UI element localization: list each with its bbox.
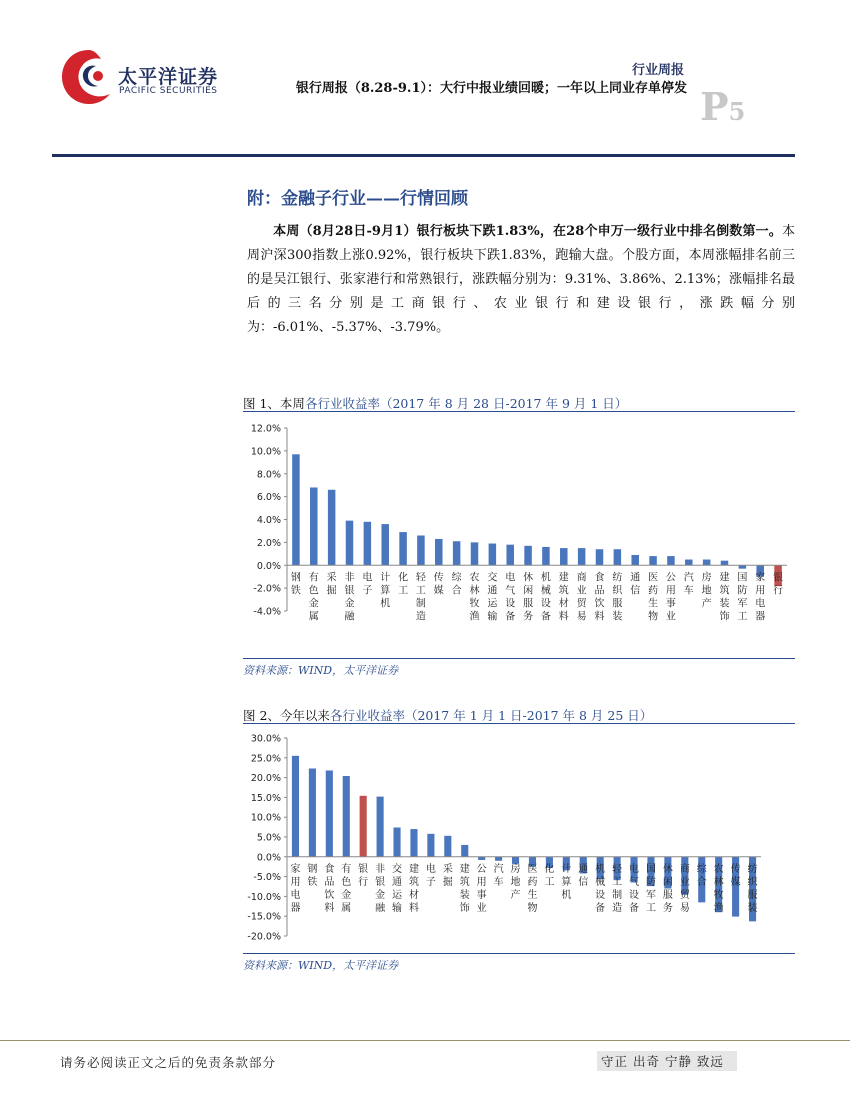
- y-tick-label: 20.0%: [250, 773, 281, 785]
- y-tick-label: -2.0%: [253, 583, 281, 595]
- x-category-label: 采掘: [326, 572, 337, 597]
- x-category-label: 休闲服务: [523, 572, 534, 623]
- bar: [377, 797, 384, 857]
- figure-2-source: 资料来源：WIND，太平洋证券: [243, 959, 399, 972]
- bar: [506, 545, 514, 566]
- figure-1-caption-prefix: 图 1、本周: [243, 396, 305, 411]
- x-category-label: 国防军工: [645, 863, 656, 914]
- figure-2-caption: [243, 706, 652, 724]
- bar: [667, 556, 675, 565]
- x-category-label: 化工: [398, 572, 409, 597]
- page-label: P: [700, 84, 729, 129]
- bar: [417, 536, 425, 566]
- figure-1-chart: [243, 415, 795, 634]
- bar: [393, 827, 400, 856]
- x-category-label: 钢铁: [307, 863, 318, 888]
- y-tick-label: 0.0%: [256, 560, 281, 572]
- x-category-label: 公用事业: [476, 863, 487, 914]
- bar: [739, 565, 747, 568]
- bar: [399, 532, 407, 565]
- bar: [346, 521, 354, 566]
- footer-rule: [0, 1040, 850, 1041]
- x-category-label: 房地产: [701, 572, 712, 610]
- y-tick-label: -20.0%: [247, 931, 281, 943]
- y-tick-label: 15.0%: [250, 792, 281, 804]
- x-category-label: 综合: [696, 863, 707, 888]
- x-category-label: 通信: [578, 863, 589, 888]
- bar: [292, 756, 299, 857]
- y-tick-label: 25.0%: [250, 753, 281, 765]
- bar: [410, 829, 417, 857]
- report-type: 行业周报: [631, 63, 684, 78]
- bar: [435, 539, 443, 565]
- x-category-label: 银行: [773, 572, 784, 597]
- x-category-label: 交通运输: [392, 863, 403, 914]
- bar: [453, 541, 461, 565]
- x-category-label: 传媒: [433, 572, 444, 597]
- x-category-label: 商业贸易: [576, 572, 587, 623]
- footer-disclaimer: 请务必阅读正文之后的免责条款部分: [60, 1055, 277, 1070]
- bar: [309, 768, 316, 856]
- bar: [631, 555, 639, 565]
- y-tick-label: 8.0%: [256, 469, 281, 481]
- x-category-label: 建筑装饰: [719, 572, 730, 623]
- x-category-label: 纺织服装: [612, 572, 623, 623]
- figure-2-bottom-rule: [243, 953, 795, 954]
- logo-emblem-icon: [58, 46, 120, 108]
- x-category-label: 食品饮料: [324, 863, 335, 914]
- x-category-label: 建筑装饰: [459, 863, 470, 914]
- footer-motto: 守正 出奇 宁静 致远: [597, 1051, 737, 1071]
- bar: [364, 522, 372, 565]
- paragraph-lead: 本周（8月28日-9月1）银行板块下跌1.83%，在28个申万一级行业中排名倒数第一。: [273, 224, 782, 239]
- x-category-label: 综合: [451, 572, 462, 597]
- page-number-value: 5: [728, 97, 746, 126]
- bar: [328, 490, 336, 565]
- bar: [560, 548, 568, 565]
- x-category-label: 有色金属: [308, 572, 319, 623]
- x-category-label: 家用电器: [290, 863, 301, 914]
- x-category-label: 农林牧渔: [713, 863, 724, 914]
- figure-2-caption-main: 各行业收益率（2017 年 1 月 1 日-2017 年 8 月 25 日）: [329, 708, 653, 723]
- x-category-label: 钢铁: [290, 572, 301, 597]
- x-category-label: 机械设备: [540, 572, 551, 623]
- figure-1-svg: [243, 415, 795, 630]
- figure-1-top-rule: [243, 411, 795, 412]
- figure-1-source: 资料来源：WIND，太平洋证券: [243, 664, 399, 677]
- x-category-label: 医药生物: [648, 572, 659, 623]
- bar: [427, 834, 434, 857]
- x-category-label: 建筑材料: [408, 863, 419, 914]
- bar: [596, 549, 604, 565]
- x-category-label: 纺织服装: [747, 863, 758, 914]
- x-category-label: 房地产: [510, 863, 521, 901]
- x-category-label: 化工: [544, 863, 555, 888]
- x-category-label: 建筑材料: [558, 572, 569, 623]
- page-number: [700, 84, 745, 129]
- x-category-label: 非银金融: [344, 572, 355, 623]
- bar: [685, 560, 693, 566]
- x-category-label: 国防军工: [737, 572, 748, 623]
- x-category-label: 交通运输: [487, 572, 498, 623]
- bar: [310, 487, 318, 565]
- x-category-label: 采掘: [442, 863, 453, 888]
- x-category-label: 食品饮料: [594, 572, 605, 623]
- y-tick-label: -10.0%: [247, 891, 281, 903]
- y-tick-label: 30.0%: [250, 733, 281, 745]
- bar: [489, 544, 497, 566]
- x-category-label: 非银金融: [375, 863, 386, 914]
- x-category-label: 电气设备: [629, 863, 640, 914]
- bar: [461, 845, 468, 857]
- x-category-label: 计算机: [561, 863, 572, 901]
- x-category-label: 计算机: [380, 572, 391, 610]
- x-category-label: 农林牧渔: [469, 572, 480, 623]
- bar: [360, 796, 367, 857]
- logo-english-name: PACIFIC SECURITIES: [119, 86, 218, 96]
- x-category-label: 电子: [362, 572, 373, 597]
- x-category-label: 通信: [630, 572, 641, 597]
- report-title: 银行周报（8.28-9.1）：大行中报业绩回暖；一年以上同业存单停发: [295, 81, 687, 96]
- y-tick-label: -4.0%: [253, 606, 281, 618]
- figure-2-svg: [243, 727, 795, 947]
- x-category-label: 电子: [425, 863, 436, 888]
- figure-1-caption: [243, 394, 627, 412]
- bar: [524, 546, 532, 565]
- x-category-label: 家用电器: [755, 572, 766, 623]
- y-tick-label: 10.0%: [250, 446, 281, 458]
- x-category-label: 休闲服务: [662, 863, 673, 914]
- y-tick-label: 0.0%: [256, 852, 281, 864]
- bar: [578, 548, 586, 565]
- bar: [471, 542, 479, 565]
- section-title: 附：金融子行业——行情回顾: [247, 189, 468, 209]
- bar: [542, 547, 550, 565]
- header-rule: [52, 154, 795, 157]
- y-tick-label: 10.0%: [250, 812, 281, 824]
- x-category-label: 机械设备: [595, 863, 606, 914]
- figure-1-bottom-rule: [243, 658, 795, 659]
- figure-2-caption-prefix: 图 2、今年以来: [243, 708, 330, 723]
- x-category-label: 传媒: [730, 863, 741, 888]
- y-tick-label: 5.0%: [256, 832, 281, 844]
- x-category-label: 轻工制造: [612, 863, 623, 914]
- bar: [614, 549, 622, 565]
- y-tick-label: -5.0%: [253, 872, 281, 884]
- figure-1-caption-main: 各行业收益率（2017 年 8 月 28 日-2017 年 9 月 1 日）: [304, 396, 628, 411]
- logo-chinese-name: 太平洋证券: [118, 66, 219, 88]
- bar: [721, 561, 729, 566]
- y-tick-label: 2.0%: [256, 537, 281, 549]
- x-category-label: 轻工制造: [415, 572, 426, 623]
- bar: [292, 454, 300, 565]
- bar: [703, 560, 711, 566]
- figure-2-top-rule: [243, 723, 795, 724]
- x-category-label: 公用事业: [665, 572, 676, 623]
- bar: [343, 776, 350, 857]
- y-tick-label: -15.0%: [247, 911, 281, 923]
- x-category-label: 汽车: [493, 863, 504, 888]
- y-tick-label: 4.0%: [256, 515, 281, 526]
- x-category-label: 商业贸易: [679, 863, 690, 914]
- x-category-label: 汽车: [683, 572, 694, 597]
- x-category-label: 银行: [358, 863, 369, 888]
- bar: [495, 857, 502, 861]
- body-paragraph: [247, 220, 795, 340]
- y-tick-label: 12.0%: [250, 423, 281, 435]
- figure-2-chart: [243, 727, 795, 951]
- bar: [444, 836, 451, 857]
- bar: [649, 556, 657, 565]
- bar: [326, 770, 333, 856]
- y-tick-label: 6.0%: [256, 492, 281, 504]
- x-category-label: 医药生物: [527, 863, 538, 914]
- bar: [381, 524, 389, 565]
- x-category-label: 电气设备: [505, 572, 516, 623]
- x-category-label: 有色金属: [341, 863, 352, 914]
- paragraph-text: 本周沪深300指数上涨0.92%，银行板块下跌1.83%，跑输大盘。个股方面，本周涨幅排名前三的是吴江银行、张家港行和常熟银行，涨跌幅分别为：9.31%、3.86%、2.13%；涨幅排名最后的三名分别是工商银行、农业银行和建设银行，涨跌幅分别为：-6.01%、-5.37%、-3.79%。: [247, 224, 795, 335]
